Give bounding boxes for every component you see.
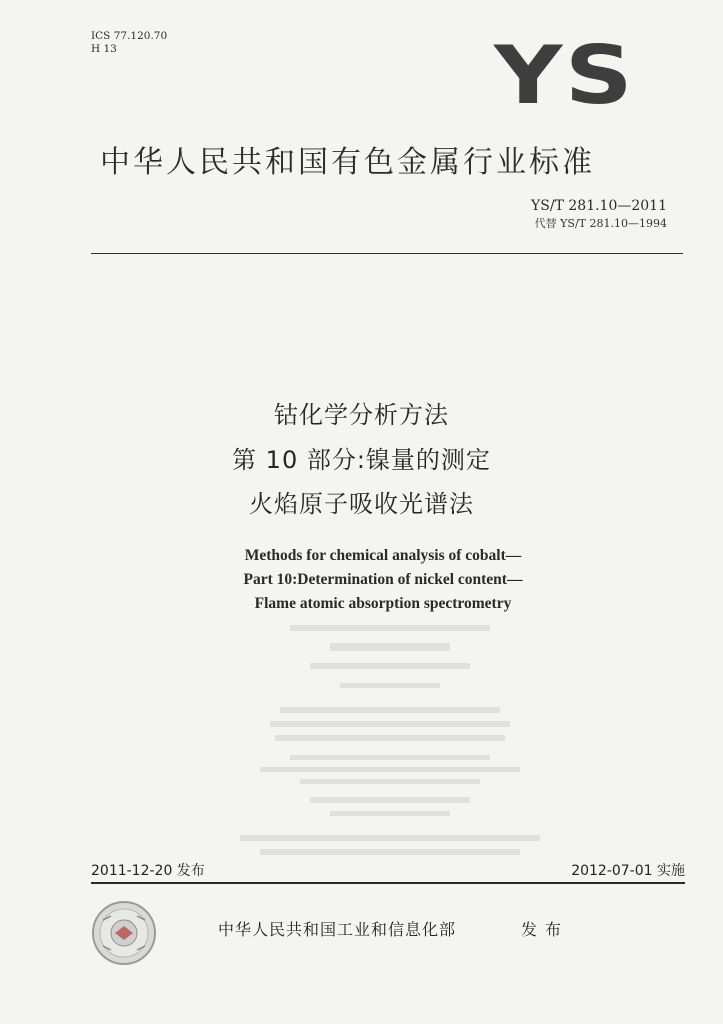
ics-code: ICS 77.120.70	[91, 30, 168, 42]
classification-code: H 13	[91, 43, 117, 55]
cn-title-line-1: 钴化学分析方法	[274, 401, 449, 429]
publish-label: 发布	[521, 920, 570, 939]
issuing-authority: 中华人民共和国工业和信息化部	[218, 920, 457, 939]
en-title-line-1: Methods for chemical analysis of cobalt—	[244, 547, 522, 564]
implementation-date: 2012-07-01 实施	[571, 863, 685, 879]
bleed-through-texture	[180, 615, 600, 865]
standard-number: YS/T 281.10—2011	[531, 198, 667, 214]
header-divider	[91, 253, 683, 254]
ics-block	[91, 30, 167, 56]
footer-divider	[91, 882, 685, 884]
standard-title: 中华人民共和国有色金属行业标准	[100, 145, 595, 180]
en-title-line-2: Part 10:Determination of nickel content—	[243, 571, 523, 588]
cn-title-line-3: 火焰原子吸收光谱法	[249, 490, 474, 518]
anti-counterfeit-seal-icon	[91, 900, 157, 966]
cn-title-line-2: 第 10 部分:镍量的测定	[232, 446, 491, 474]
replaces-standard: 代替 YS/T 281.10—1994	[534, 217, 667, 230]
ys-logo: YS	[494, 29, 636, 122]
en-title-line-3: Flame atomic absorption spectrometry	[254, 595, 512, 612]
issue-date: 2011-12-20 发布	[91, 863, 205, 879]
